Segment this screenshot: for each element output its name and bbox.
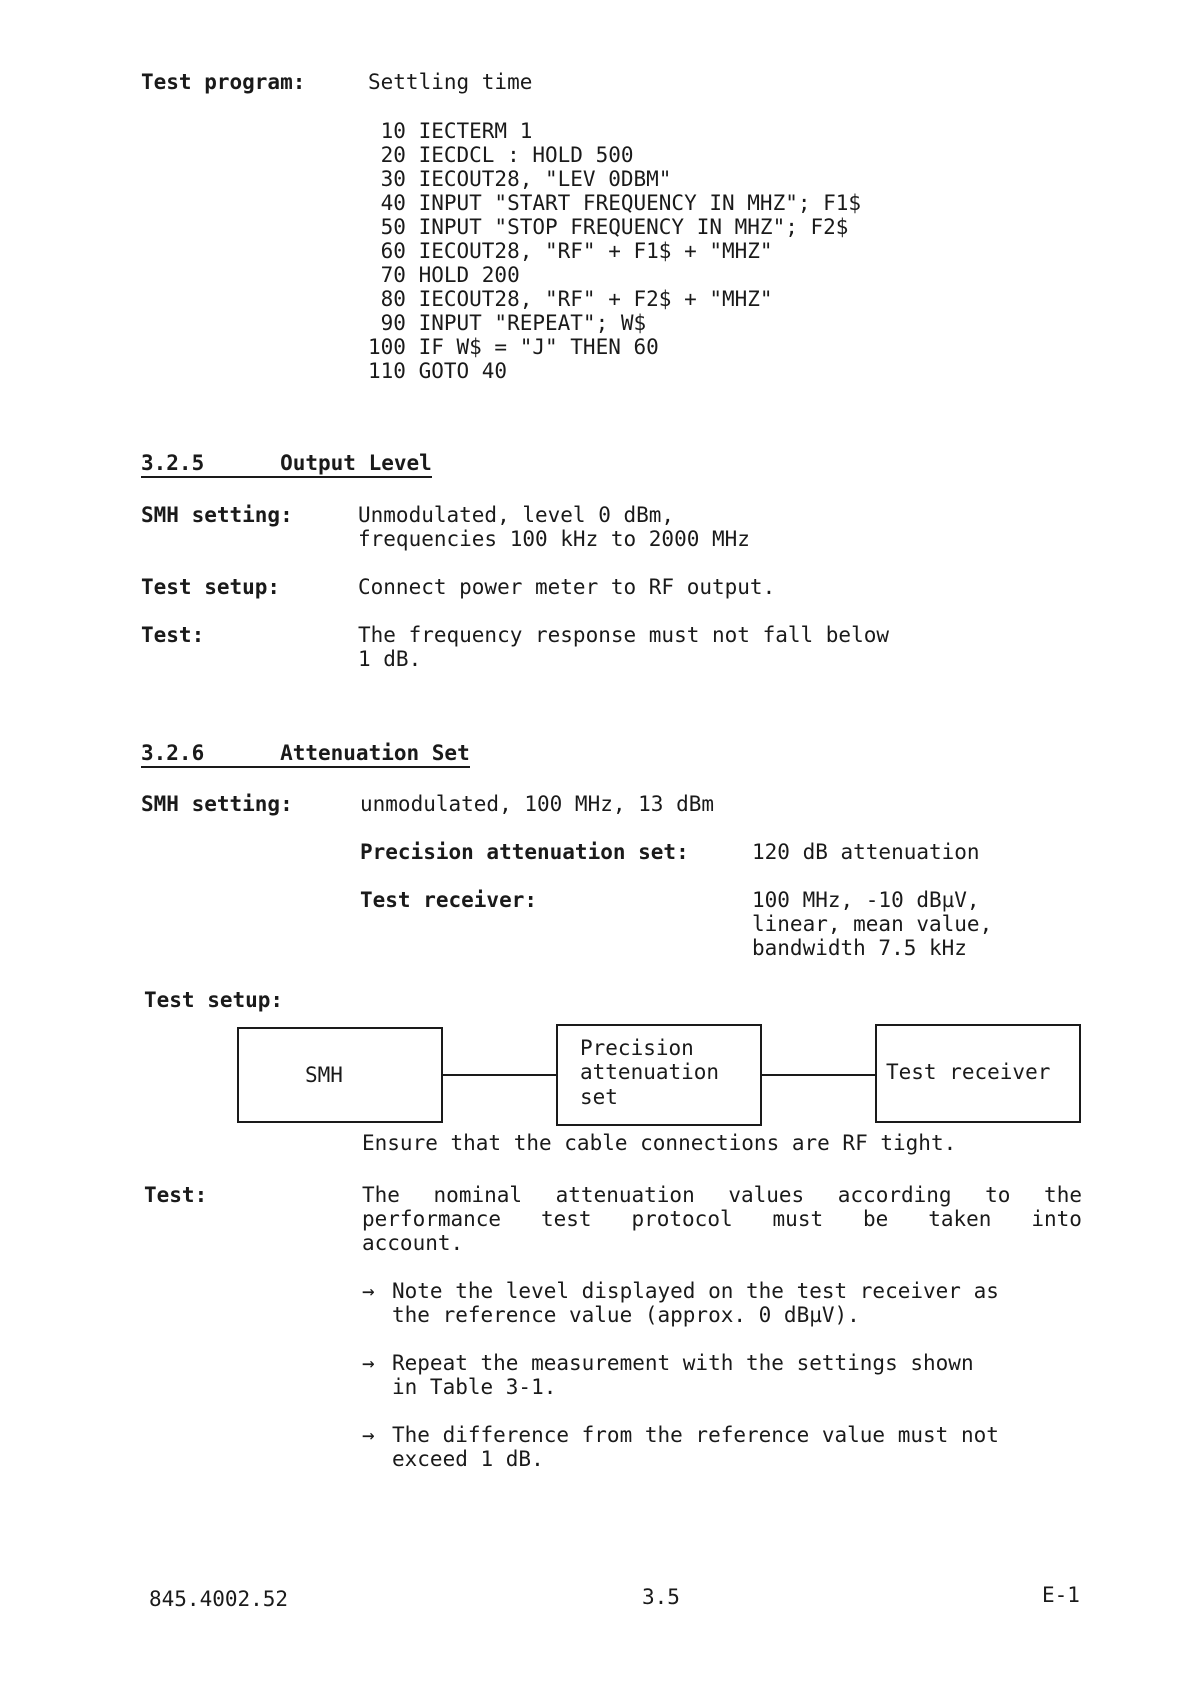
footer-page-number: 3.5 — [642, 1585, 680, 1609]
code-listing — [368, 119, 861, 383]
word: to — [985, 1183, 1011, 1207]
code-line: 30 IECOUT28, "LEV 0DBM" — [368, 167, 672, 191]
smh-setting-label: SMH setting: — [141, 792, 293, 816]
code-line: 10 IECTERM 1 — [368, 119, 533, 143]
code-line: 80 IECOUT28, "RF" + F2$ + "MHZ" — [368, 287, 773, 311]
bullet-text: in Table 3-1. — [392, 1375, 557, 1399]
test-program-title: Settling time — [368, 70, 533, 94]
word: the — [1044, 1183, 1082, 1207]
word: attenuation — [555, 1183, 695, 1207]
section-326-heading: 3.2.6 Attenuation Set — [141, 741, 470, 768]
bullet-item — [362, 1423, 1092, 1471]
test-receiver-box-label: Test receiver — [886, 1060, 1051, 1084]
code-line: 70 HOLD 200 — [368, 263, 520, 287]
word: nominal — [433, 1183, 523, 1207]
test-receiver-value: bandwidth 7.5 kHz — [752, 936, 967, 960]
footer-edition: E-1 — [1042, 1583, 1080, 1607]
arrow-icon: → — [362, 1279, 375, 1303]
smh-box-label: SMH — [305, 1063, 343, 1087]
word: be — [863, 1207, 889, 1231]
bullet-text: The difference from the reference value must not — [392, 1423, 999, 1447]
code-line: 100 IF W$ = "J" THEN 60 — [368, 335, 659, 359]
test-paragraph-line — [362, 1183, 1082, 1207]
code-line: 110 GOTO 40 — [368, 359, 508, 383]
smh-setting-value: unmodulated, 100 MHz, 13 dBm — [360, 792, 715, 816]
code-line: 50 INPUT "STOP FREQUENCY IN MHZ"; F2$ — [368, 215, 849, 239]
word: test — [540, 1207, 592, 1231]
word: into — [1031, 1207, 1082, 1231]
test-receiver-value: 100 MHz, -10 dBµV, — [752, 888, 980, 912]
test-setup-label: Test setup: — [144, 988, 284, 1012]
smh-setting-value: Unmodulated, level 0 dBm, — [358, 503, 675, 527]
test-paragraph-line — [362, 1207, 1082, 1231]
precision-attenuation-box-label: set — [580, 1085, 618, 1109]
section-325-heading: 3.2.5 Output Level — [141, 451, 432, 478]
test-value: The frequency response must not fall below — [358, 623, 890, 647]
bullet-text: Note the level displayed on the test receiver as — [392, 1279, 999, 1303]
footer-doc-number: 845.4002.52 — [149, 1587, 289, 1611]
smh-setting-value: frequencies 100 kHz to 2000 MHz — [358, 527, 750, 551]
test-receiver-label: Test receiver: — [360, 888, 538, 912]
precision-attenuation-box-label: Precision — [580, 1036, 694, 1060]
word: performance — [362, 1207, 502, 1231]
test-receiver-value: linear, mean value, — [752, 912, 993, 936]
test-setup-label: Test setup: — [141, 575, 281, 599]
arrow-icon: → — [362, 1351, 375, 1375]
code-line: 40 INPUT "START FREQUENCY IN MHZ"; F1$ — [368, 191, 862, 215]
cable-line — [443, 1074, 556, 1076]
test-receiver-box — [875, 1024, 1081, 1123]
bullet-text: Repeat the measurement with the settings shown — [392, 1351, 974, 1375]
smh-setting-label: SMH setting: — [141, 503, 293, 527]
bullet-text: exceed 1 dB. — [392, 1447, 544, 1471]
test-value: 1 dB. — [358, 647, 422, 671]
cable-line — [762, 1074, 875, 1076]
word: must — [772, 1207, 824, 1231]
test-label: Test: — [141, 623, 205, 647]
code-line: 20 IECDCL : HOLD 500 — [368, 143, 634, 167]
precision-attenuation-value: 120 dB attenuation — [752, 840, 980, 864]
test-program-label: Test program: — [141, 70, 306, 94]
bullet-item — [362, 1279, 1092, 1327]
test-setup-value: Connect power meter to RF output. — [358, 575, 776, 599]
test-paragraph-line: account. — [362, 1231, 464, 1255]
test-paragraph — [362, 1183, 1082, 1255]
code-line: 60 IECOUT28, "RF" + F1$ + "MHZ" — [368, 239, 773, 263]
precision-attenuation-box-label: attenuation — [580, 1060, 720, 1084]
word: values — [728, 1183, 805, 1207]
arrow-icon: → — [362, 1423, 375, 1447]
test-label: Test: — [144, 1183, 208, 1207]
word: protocol — [631, 1207, 733, 1231]
bullet-item — [362, 1351, 1092, 1399]
smh-box — [237, 1027, 443, 1123]
bullet-text: the reference value (approx. 0 dBµV). — [392, 1303, 860, 1327]
precision-attenuation-box — [556, 1024, 762, 1126]
word: taken — [928, 1207, 992, 1231]
precision-attenuation-label: Precision attenuation set: — [360, 840, 689, 864]
code-line: 90 INPUT "REPEAT"; W$ — [368, 311, 647, 335]
word: according — [837, 1183, 952, 1207]
cable-note: Ensure that the cable connections are RF tight. — [362, 1131, 957, 1155]
word: The — [362, 1183, 400, 1207]
